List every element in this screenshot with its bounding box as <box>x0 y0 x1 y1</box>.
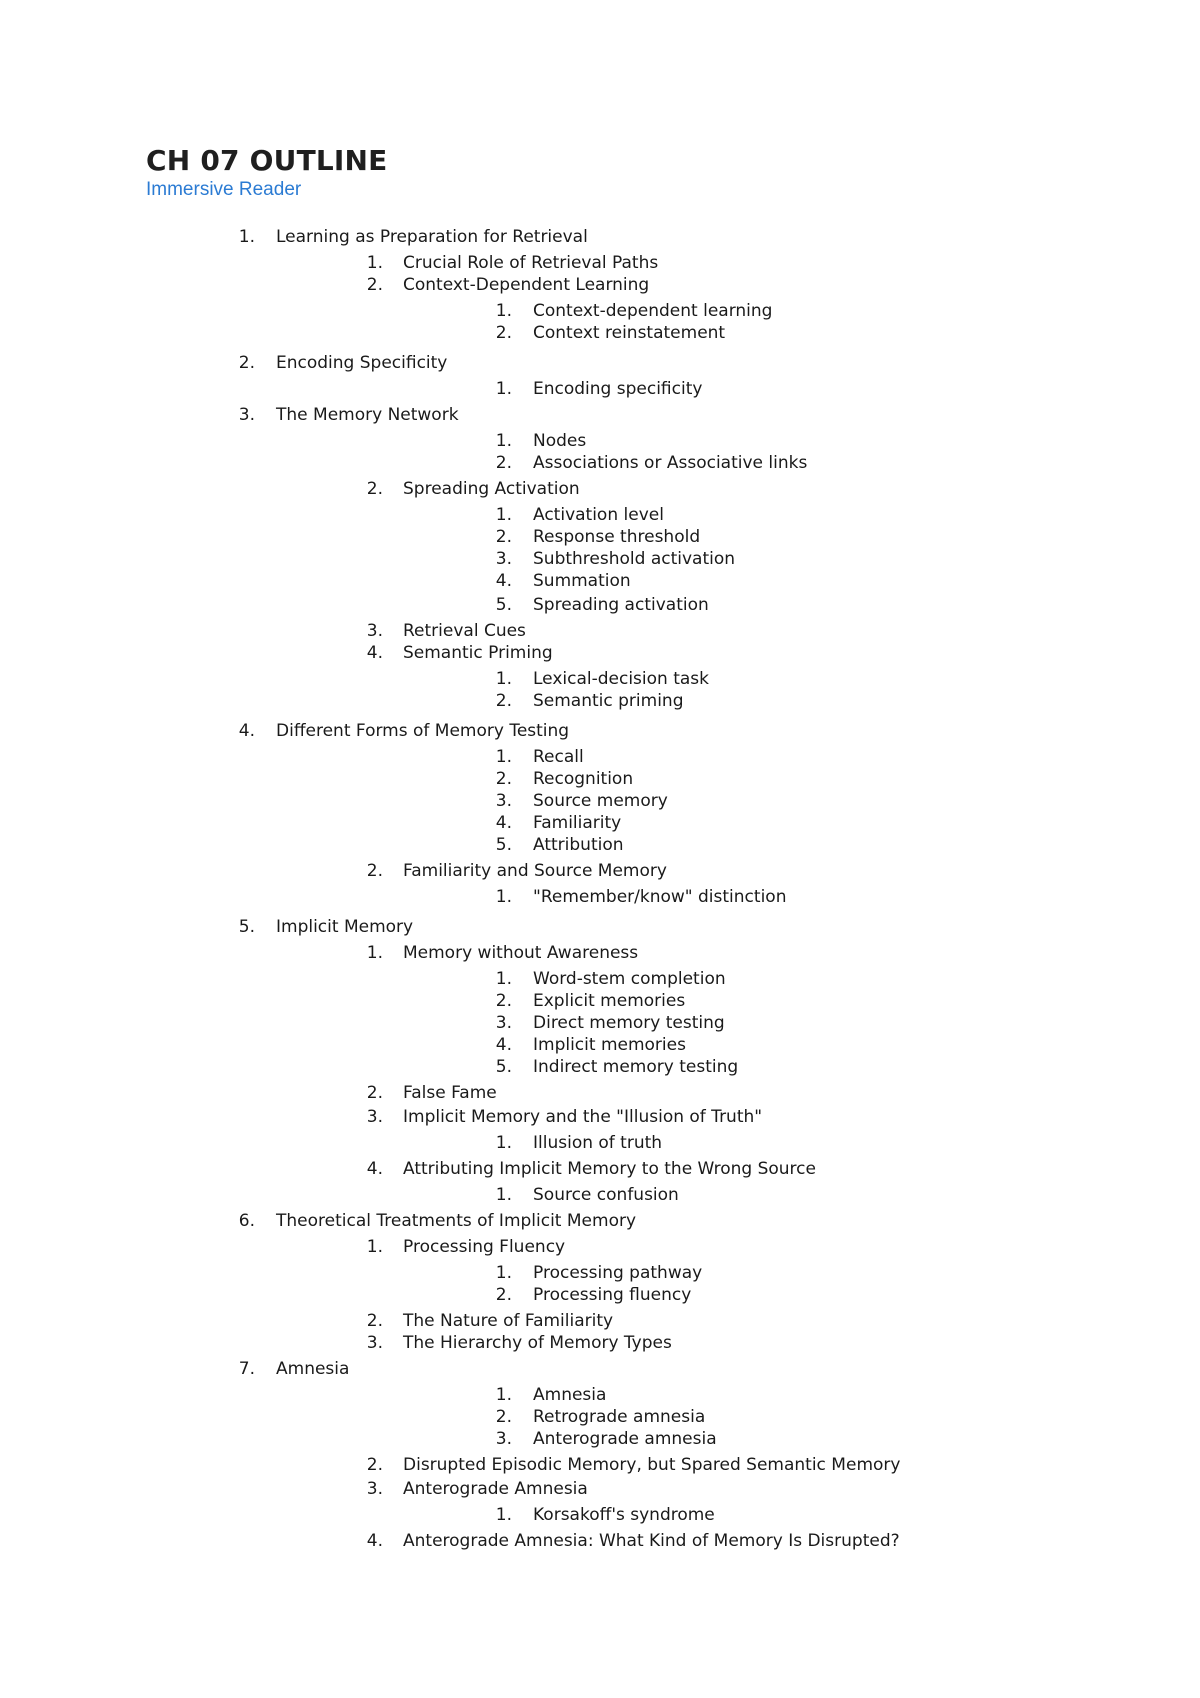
outline-item-number: 7. <box>238 1359 255 1379</box>
outline-item-text: Word-stem completion <box>533 969 726 989</box>
outline-item-level-3 <box>0 1428 1200 1450</box>
outline-item-level-2 <box>0 1236 1200 1258</box>
outline-item-level-3 <box>0 1384 1200 1406</box>
outline-item-text: The Hierarchy of Memory Types <box>403 1333 672 1353</box>
outline-item-level-1 <box>0 720 1200 742</box>
outline-item-text: Semantic Priming <box>403 643 553 663</box>
outline-item-text: The Nature of Familiarity <box>403 1311 614 1331</box>
outline-item-level-3 <box>0 968 1200 990</box>
outline-item-number: 1. <box>495 1263 512 1283</box>
outline-item-number: 1. <box>495 669 512 689</box>
outline-item-level-3 <box>0 1132 1200 1154</box>
outline-item-level-3 <box>0 504 1200 526</box>
outline-item-level-2 <box>0 1478 1200 1500</box>
outline-item-number: 1. <box>238 227 255 247</box>
outline-item-text: Spreading activation <box>533 595 709 615</box>
outline-item-number: 2. <box>366 861 383 881</box>
outline-item-text: Memory without Awareness <box>403 943 639 963</box>
outline-item-text: Spreading Activation <box>403 479 580 499</box>
outline-item-number: 2. <box>495 527 512 547</box>
outline-item-level-3 <box>0 1012 1200 1034</box>
outline-item-level-1 <box>0 1210 1200 1232</box>
outline-item-number: 4. <box>495 813 512 833</box>
outline-item-number: 2. <box>495 453 512 473</box>
outline-item-level-2 <box>0 1530 1200 1552</box>
outline-item-text: Anterograde Amnesia <box>403 1479 588 1499</box>
outline-item-text: Response threshold <box>533 527 701 547</box>
outline-item-text: Retrograde amnesia <box>533 1407 706 1427</box>
outline-item-level-3 <box>0 668 1200 690</box>
outline-item-text: Processing fluency <box>533 1285 692 1305</box>
outline-item-text: Attribution <box>533 835 624 855</box>
outline-item-text: Illusion of truth <box>533 1133 663 1153</box>
outline-item-text: Attributing Implicit Memory to the Wrong Source <box>403 1159 816 1179</box>
outline-item-number: 5. <box>495 1057 512 1077</box>
outline-item-text: Encoding Specificity <box>276 353 448 373</box>
outline-item-level-1 <box>0 1358 1200 1380</box>
outline-item-text: Source confusion <box>533 1185 679 1205</box>
outline-item-number: 3. <box>366 1479 383 1499</box>
outline-item-level-3 <box>0 300 1200 322</box>
outline-item-text: Retrieval Cues <box>403 621 526 641</box>
outline-item-level-3 <box>0 322 1200 344</box>
outline-item-level-3 <box>0 690 1200 712</box>
outline-item-number: 3. <box>366 1107 383 1127</box>
outline-item-number: 4. <box>366 1531 383 1551</box>
outline-item-text: False Fame <box>403 1083 497 1103</box>
outline-item-level-3 <box>0 1056 1200 1078</box>
outline-item-text: Disrupted Episodic Memory, but Spared Semantic Memory <box>403 1455 901 1475</box>
outline-item-number: 5. <box>495 595 512 615</box>
outline-item-level-3 <box>0 834 1200 856</box>
outline-item-number: 2. <box>495 1407 512 1427</box>
outline-item-text: Associations or Associative links <box>533 453 808 473</box>
outline-item-level-3 <box>0 452 1200 474</box>
outline-item-level-2 <box>0 642 1200 664</box>
outline-item-level-2 <box>0 860 1200 882</box>
outline-item-text: Amnesia <box>276 1359 350 1379</box>
outline-item-level-2 <box>0 252 1200 274</box>
outline-item-number: 2. <box>495 991 512 1011</box>
outline-item-text: Familiarity <box>533 813 622 833</box>
outline-item-level-2 <box>0 1082 1200 1104</box>
outline-item-number: 4. <box>495 1035 512 1055</box>
outline-item-level-3 <box>0 594 1200 616</box>
outline-item-number: 1. <box>366 253 383 273</box>
outline-item-number: 2. <box>366 275 383 295</box>
outline-item-level-3 <box>0 430 1200 452</box>
outline-item-number: 1. <box>366 943 383 963</box>
outline-item-number: 2. <box>495 691 512 711</box>
outline-item-level-2 <box>0 942 1200 964</box>
outline-item-number: 1. <box>495 887 512 907</box>
outline-item-text: Anterograde amnesia <box>533 1429 717 1449</box>
outline-item-number: 1. <box>495 505 512 525</box>
outline-item-text: Different Forms of Memory Testing <box>276 721 570 741</box>
outline-item-level-1 <box>0 916 1200 938</box>
outline-item-text: Source memory <box>533 791 668 811</box>
outline-item-level-3 <box>0 1262 1200 1284</box>
outline-item-text: Implicit memories <box>533 1035 686 1055</box>
outline-item-level-3 <box>0 812 1200 834</box>
outline-item-level-2 <box>0 620 1200 642</box>
outline-item-text: Crucial Role of Retrieval Paths <box>403 253 659 273</box>
outline-item-level-1 <box>0 404 1200 426</box>
outline-item-level-3 <box>0 746 1200 768</box>
outline-item-number: 3. <box>495 1429 512 1449</box>
outline-item-text: Semantic priming <box>533 691 684 711</box>
outline-item-text: Subthreshold activation <box>533 549 736 569</box>
outline-item-level-2 <box>0 1454 1200 1476</box>
outline-item-level-3 <box>0 1504 1200 1526</box>
outline-item-number: 2. <box>366 479 383 499</box>
outline-item-text: Korsakoff's syndrome <box>533 1505 715 1525</box>
outline-item-level-3 <box>0 990 1200 1012</box>
outline-item-number: 2. <box>366 1455 383 1475</box>
outline-item-level-2 <box>0 274 1200 296</box>
outline-item-text: Theoretical Treatments of Implicit Memory <box>276 1211 637 1231</box>
outline-item-number: 3. <box>495 549 512 569</box>
outline-item-level-3 <box>0 1184 1200 1206</box>
outline-item-text: Learning as Preparation for Retrieval <box>276 227 588 247</box>
outline-item-number: 2. <box>495 1285 512 1305</box>
outline-item-text: Processing Fluency <box>403 1237 566 1257</box>
outline-item-level-3 <box>0 1034 1200 1056</box>
outline-item-number: 1. <box>495 379 512 399</box>
outline-item-number: 1. <box>495 301 512 321</box>
outline-item-level-2 <box>0 1106 1200 1128</box>
outline-item-text: Context reinstatement <box>533 323 726 343</box>
outline-item-text: Encoding specificity <box>533 379 703 399</box>
outline-item-level-3 <box>0 1406 1200 1428</box>
outline-item-text: Activation level <box>533 505 664 525</box>
outline-item-text: Recall <box>533 747 584 767</box>
outline-item-level-3 <box>0 570 1200 592</box>
outline-item-number: 1. <box>495 1505 512 1525</box>
outline-item-level-1 <box>0 226 1200 248</box>
outline-item-text: Implicit Memory and the "Illusion of Truth" <box>403 1107 763 1127</box>
outline-item-level-1 <box>0 352 1200 374</box>
outline-item-number: 2. <box>238 353 255 373</box>
outline-item-number: 5. <box>495 835 512 855</box>
outline-item-number: 2. <box>366 1083 383 1103</box>
outline-item-text: Context-dependent learning <box>533 301 773 321</box>
outline-item-level-3 <box>0 790 1200 812</box>
outline-item-text: Summation <box>533 571 631 591</box>
outline-item-text: "Remember/know" distinction <box>533 887 787 907</box>
outline-item-number: 3. <box>495 791 512 811</box>
outline-item-text: Amnesia <box>533 1385 607 1405</box>
outline-item-text: Anterograde Amnesia: What Kind of Memory Is Disrupted? <box>403 1531 900 1551</box>
outline-item-text: Nodes <box>533 431 587 451</box>
outline-item-number: 3. <box>366 621 383 641</box>
outline-item-number: 4. <box>238 721 255 741</box>
outline-item-level-3 <box>0 548 1200 570</box>
outline-item-level-3 <box>0 886 1200 908</box>
outline-item-level-3 <box>0 768 1200 790</box>
outline-item-number: 3. <box>495 1013 512 1033</box>
outline-item-text: Explicit memories <box>533 991 686 1011</box>
outline-item-text: Direct memory testing <box>533 1013 725 1033</box>
outline-item-number: 2. <box>495 323 512 343</box>
outline-item-number: 2. <box>495 769 512 789</box>
outline-item-number: 1. <box>366 1237 383 1257</box>
outline-item-number: 5. <box>238 917 255 937</box>
outline-item-level-2 <box>0 1158 1200 1180</box>
outline-item-number: 1. <box>495 747 512 767</box>
outline-item-number: 1. <box>495 969 512 989</box>
outline-item-number: 4. <box>495 571 512 591</box>
outline-item-level-2 <box>0 478 1200 500</box>
outline-item-text: Processing pathway <box>533 1263 703 1283</box>
outline-item-level-2 <box>0 1332 1200 1354</box>
outline-item-number: 1. <box>495 1385 512 1405</box>
outline-item-number: 3. <box>366 1333 383 1353</box>
immersive-reader-link[interactable]: Immersive Reader <box>146 179 302 200</box>
outline-item-level-3 <box>0 526 1200 548</box>
outline-item-number: 4. <box>366 643 383 663</box>
outline-item-number: 2. <box>366 1311 383 1331</box>
outline-item-number: 3. <box>238 405 255 425</box>
outline-item-text: Implicit Memory <box>276 917 414 937</box>
outline-item-number: 6. <box>238 1211 255 1231</box>
outline-item-level-3 <box>0 1284 1200 1306</box>
outline-item-level-3 <box>0 378 1200 400</box>
outline-item-number: 1. <box>495 1185 512 1205</box>
outline-item-level-2 <box>0 1310 1200 1332</box>
outline-item-text: Recognition <box>533 769 634 789</box>
outline-item-text: Lexical-decision task <box>533 669 710 689</box>
outline-item-text: Familiarity and Source Memory <box>403 861 667 881</box>
document-title: CH 07 OUTLINE <box>146 144 388 177</box>
outline-item-text: The Memory Network <box>276 405 459 425</box>
outline-item-text: Indirect memory testing <box>533 1057 739 1077</box>
outline-item-number: 1. <box>495 1133 512 1153</box>
outline-item-text: Context-Dependent Learning <box>403 275 650 295</box>
outline-item-number: 1. <box>495 431 512 451</box>
outline-item-number: 4. <box>366 1159 383 1179</box>
